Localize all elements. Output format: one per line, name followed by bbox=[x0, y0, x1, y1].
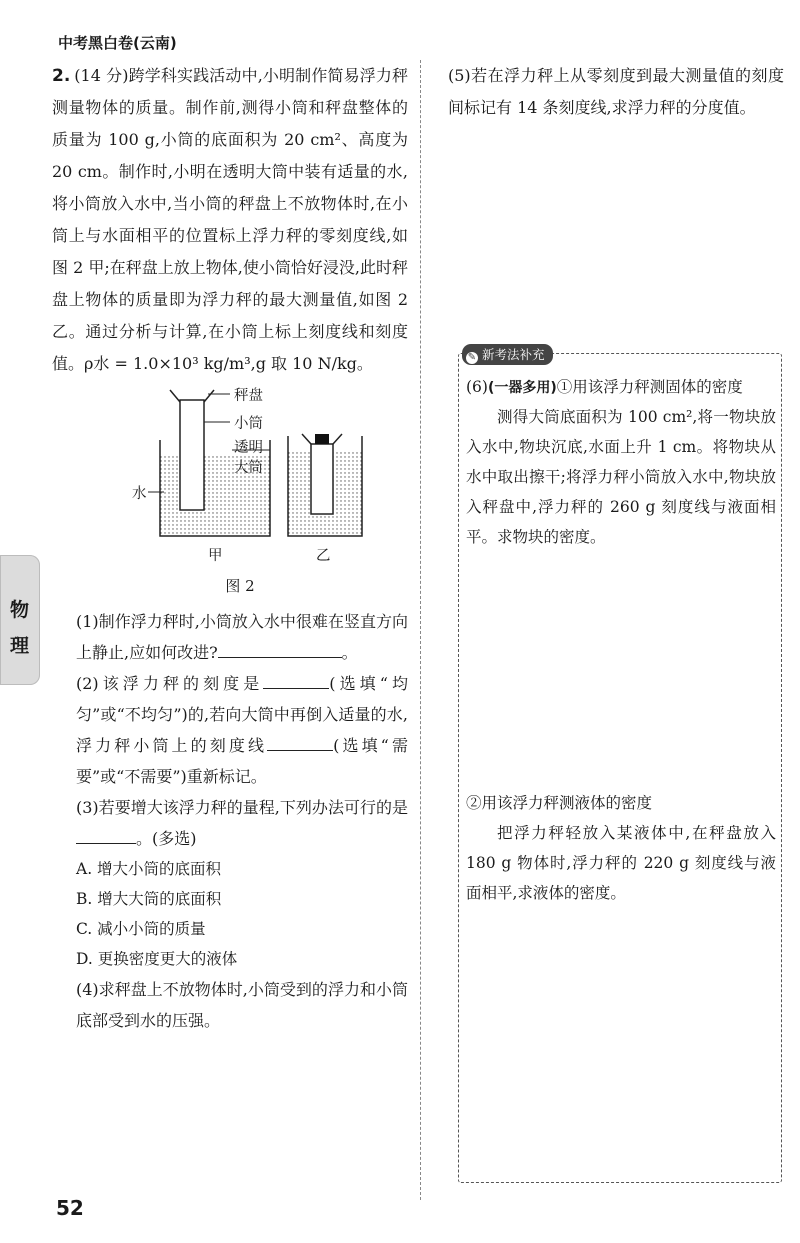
part-6-q1-body: 测得大筒底面积为 100 cm²,将一物块放入水中,物块沉底,水面上升 1 cm。将物块从水中取出擦干;将浮力秤小筒放入水中,物块放入秤盘中,浮力秤的 260 g 刻度线与液面相平。求物块的密度。 bbox=[466, 408, 776, 546]
part-2-text-b: (选填“均匀”或“不均匀”)的,若向大筒中再倒入适量的水,浮力秤小筒上的刻度线 bbox=[76, 674, 408, 755]
label-small-tube: 小筒 bbox=[234, 416, 263, 432]
part-6-heading bbox=[466, 372, 776, 403]
figure-2 bbox=[52, 384, 408, 574]
part-1-text: (1)制作浮力秤时,小筒放入水中很难在竖直方向上静止,应如何改进? bbox=[76, 612, 408, 662]
part-2-blank-1[interactable] bbox=[263, 670, 329, 689]
part-6-tag: (一器多用) bbox=[487, 380, 557, 396]
part-1 bbox=[52, 606, 408, 668]
question-constants: ρ水 = 1.0×10³ kg/m³,g 取 10 N/kg。 bbox=[84, 354, 373, 373]
right-column bbox=[448, 60, 784, 124]
header-title: 中考黑白卷(云南) bbox=[58, 34, 177, 52]
label-pan: 秤盘 bbox=[234, 388, 263, 404]
question-number: 2. bbox=[52, 66, 71, 86]
label-big-tube-1: 透明 bbox=[234, 440, 263, 456]
part-2-blank-2[interactable] bbox=[267, 732, 333, 751]
side-tab-char-1: 物 bbox=[10, 599, 30, 621]
page-number: 52 bbox=[56, 1196, 84, 1220]
figure-2-drawing bbox=[52, 384, 408, 574]
part-6-q1-title: ①用该浮力秤测固体的密度 bbox=[556, 378, 743, 396]
part-2-text-a: (2)该浮力秤的刻度是 bbox=[76, 674, 264, 693]
supplement-badge bbox=[462, 344, 553, 365]
part-6-q2-body: 把浮力秤轻放入某液体中,在秤盘放入 180 g 物体时,浮力秤的 220 g 刻度线与液面相平,求液体的密度。 bbox=[466, 824, 776, 902]
part-3-blank[interactable] bbox=[76, 825, 136, 844]
label-water: 水 bbox=[132, 486, 147, 502]
option-b: B. 增大大筒的底面积 bbox=[76, 890, 222, 908]
column-divider bbox=[420, 60, 421, 1200]
supplement-badge-label: 新考法补充 bbox=[482, 347, 545, 362]
label-big-tube-2: 大筒 bbox=[234, 460, 263, 476]
part-3-end: 。(多选) bbox=[136, 829, 197, 848]
question-intro-text: (14 分)跨学科实践活动中,小明制作简易浮力秤测量物体的质量。制作前,测得小筒和秤盘整体的质量为 100 g,小筒的底面积为 20 cm²、高度为 20 cm。制作时,小明在透明大筒中装有适量的水,将小筒放入水中,当小筒的秤盘上不放物体时,在小筒上与水面相平的位置标上浮力秤的零刻度线,如图 2 甲;在秤盘上放上物体,使小筒恰好浸没,此时秤盘上物体的质量即为浮力秤的最大测量值,如图 2 乙。通过分析与计算,在小筒上标上刻度线和刻度值。 bbox=[52, 66, 408, 373]
part-1-blank[interactable] bbox=[218, 639, 342, 658]
small-tube-b bbox=[311, 444, 333, 514]
part-2-text-c: (选填“需要”或“不需要”)重新标记。 bbox=[76, 736, 408, 786]
figure-caption: 图 2 bbox=[225, 577, 255, 595]
pencil-icon: ✎ bbox=[467, 352, 477, 363]
option-d: D. 更换密度更大的液体 bbox=[76, 950, 238, 968]
left-column bbox=[52, 60, 408, 1036]
option-a: A. 增大小筒的底面积 bbox=[76, 860, 222, 878]
label-b: 乙 bbox=[316, 548, 331, 564]
label-a: 甲 bbox=[208, 548, 223, 564]
part-6-number: (6) bbox=[466, 378, 488, 396]
part-3 bbox=[52, 792, 408, 854]
option-c: C. 减小小筒的质量 bbox=[76, 920, 206, 938]
part-3-text: (3)若要增大该浮力秤的量程,下列办法可行的是 bbox=[76, 798, 408, 817]
side-tab-char-2: 理 bbox=[10, 635, 30, 657]
part-2 bbox=[52, 668, 408, 792]
part-4: (4)求秤盘上不放物体时,小筒受到的浮力和小筒底部受到水的压强。 bbox=[76, 980, 408, 1030]
small-tube-a bbox=[180, 400, 204, 510]
subject-side-tab bbox=[0, 555, 40, 685]
part-1-end: 。 bbox=[341, 643, 358, 662]
part-6-q2-title: ②用该浮力秤测液体的密度 bbox=[466, 794, 653, 812]
part-5: (5)若在浮力秤上从零刻度到最大测量值的刻度间标记有 14 条刻度线,求浮力秤的分度值。 bbox=[448, 66, 784, 117]
object-on-pan bbox=[315, 434, 329, 444]
question-intro bbox=[52, 60, 408, 380]
